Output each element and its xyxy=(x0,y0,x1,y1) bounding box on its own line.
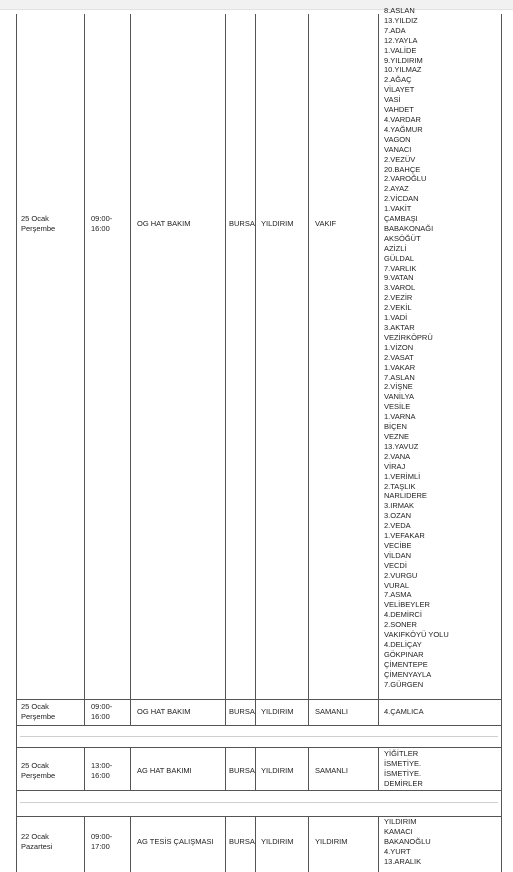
work-type-cell: AG HAT BAKIMI xyxy=(137,766,192,775)
city-cell: BURSA xyxy=(229,837,255,846)
border-right xyxy=(501,14,502,872)
streets-cell: 4.ÇAMLICA xyxy=(384,707,424,716)
date-cell: 25 Ocak Perşembe xyxy=(21,702,56,721)
row-border xyxy=(16,699,502,700)
time-cell: 13:00- 16:00 xyxy=(91,761,113,780)
district-cell: YILDIRIM xyxy=(261,837,294,846)
city-cell: BURSA xyxy=(229,766,255,775)
streets-cell: YILDIRIM KAMACI BAKANOĞLU 4.YURT 13.ARALIK xyxy=(384,817,431,866)
district-cell: YILDIRIM xyxy=(261,707,294,716)
spacer-row-line xyxy=(20,802,498,803)
border-col-4 xyxy=(255,14,256,726)
streets-cell: YİĞİTLER İSMETİYE. İSMETİYE. DEMİRLER xyxy=(384,749,423,788)
district-cell: YILDIRIM xyxy=(261,219,294,228)
streets-cell: 8.ASLAN 13.YILDIZ 7.ADA 12.YAYLA 1.VALİDE 9.YILDIRIM 10.YILMAZ 2.AĞAÇ VİLAYET VASİ VAHDET 4.VARDAR 4.YAĞMUR VAGON VANACI 2.VEZÜV 20.BAHÇE 2.VAROĞLU 2.AYAZ 2.VİCDAN 1.VAKİT ÇAMBAŞI BABAKONAĞI AKSÖĞÜT AZİZLİ GÜLDAL 7.VARLIK 9.VATAN 3.VAROL 2.VEZİR 2.VEKİL 1.VADİ 3.AKTAR VEZİRKÖPRÜ 1.VİZON 2.VASAT 1.VAKAR 7.ASLAN 2.VİŞNE VANİLYA VESİLE 1.VARNA BİÇEN VEZNE 13.YAVUZ 2.VANA VİRAJ 1.VERİMLİ 2.TAŞLIK NARLIDERE 3.IRMAK 3.OZAN 2.VEDA 1.VEFAKAR VECİBE VİLDAN VECDİ 2.VURGU VURAL 7.ASMA VELİBEYLER 4.DEMİRCİ 2.SONER VAKIFKÖYÜ YOLU 4.DELİÇAY GÖKPINAR ÇİMENTEPE ÇİMENYAYLA 7.GÜRGEN xyxy=(384,6,449,689)
border-col-6 xyxy=(378,747,379,790)
work-type-cell: OG HAT BAKIM xyxy=(137,707,191,716)
border-col-2 xyxy=(130,14,131,726)
row-border xyxy=(16,725,502,726)
city-cell: BURSA xyxy=(229,219,255,228)
border-col-5 xyxy=(308,747,309,790)
area-cell: VAKIF xyxy=(315,219,337,228)
date-cell: 25 Ocak Perşembe xyxy=(21,214,56,233)
work-type-cell: AG TESİS ÇALIŞMASI xyxy=(137,837,214,846)
time-cell: 09:00- 17:00 xyxy=(91,832,113,851)
border-col-2 xyxy=(130,816,131,872)
time-cell: 09:00- 16:00 xyxy=(91,214,113,233)
city-cell: BURSA xyxy=(229,707,255,716)
border-col-4 xyxy=(255,816,256,872)
date-cell: 22 Ocak Pazartesi xyxy=(21,832,53,851)
border-col-6 xyxy=(378,816,379,872)
border-col-6 xyxy=(378,14,379,726)
border-col-1 xyxy=(84,14,85,726)
border-left xyxy=(16,14,17,872)
border-col-5 xyxy=(308,14,309,726)
border-col-3 xyxy=(225,747,226,790)
border-col-1 xyxy=(84,816,85,872)
row-border xyxy=(16,790,502,791)
time-cell: 09:00- 16:00 xyxy=(91,702,113,721)
border-col-4 xyxy=(255,747,256,790)
border-col-3 xyxy=(225,14,226,726)
border-col-3 xyxy=(225,816,226,872)
area-cell: YILDIRIM xyxy=(315,837,348,846)
date-cell: 25 Ocak Perşembe xyxy=(21,761,56,780)
spacer-row-line xyxy=(20,736,498,737)
border-col-1 xyxy=(84,747,85,790)
border-col-5 xyxy=(308,816,309,872)
district-cell: YILDIRIM xyxy=(261,766,294,775)
border-col-2 xyxy=(130,747,131,790)
row-border xyxy=(16,747,502,748)
area-cell: SAMANLI xyxy=(315,766,348,775)
area-cell: SAMANLI xyxy=(315,707,348,716)
work-type-cell: OG HAT BAKIM xyxy=(137,219,191,228)
